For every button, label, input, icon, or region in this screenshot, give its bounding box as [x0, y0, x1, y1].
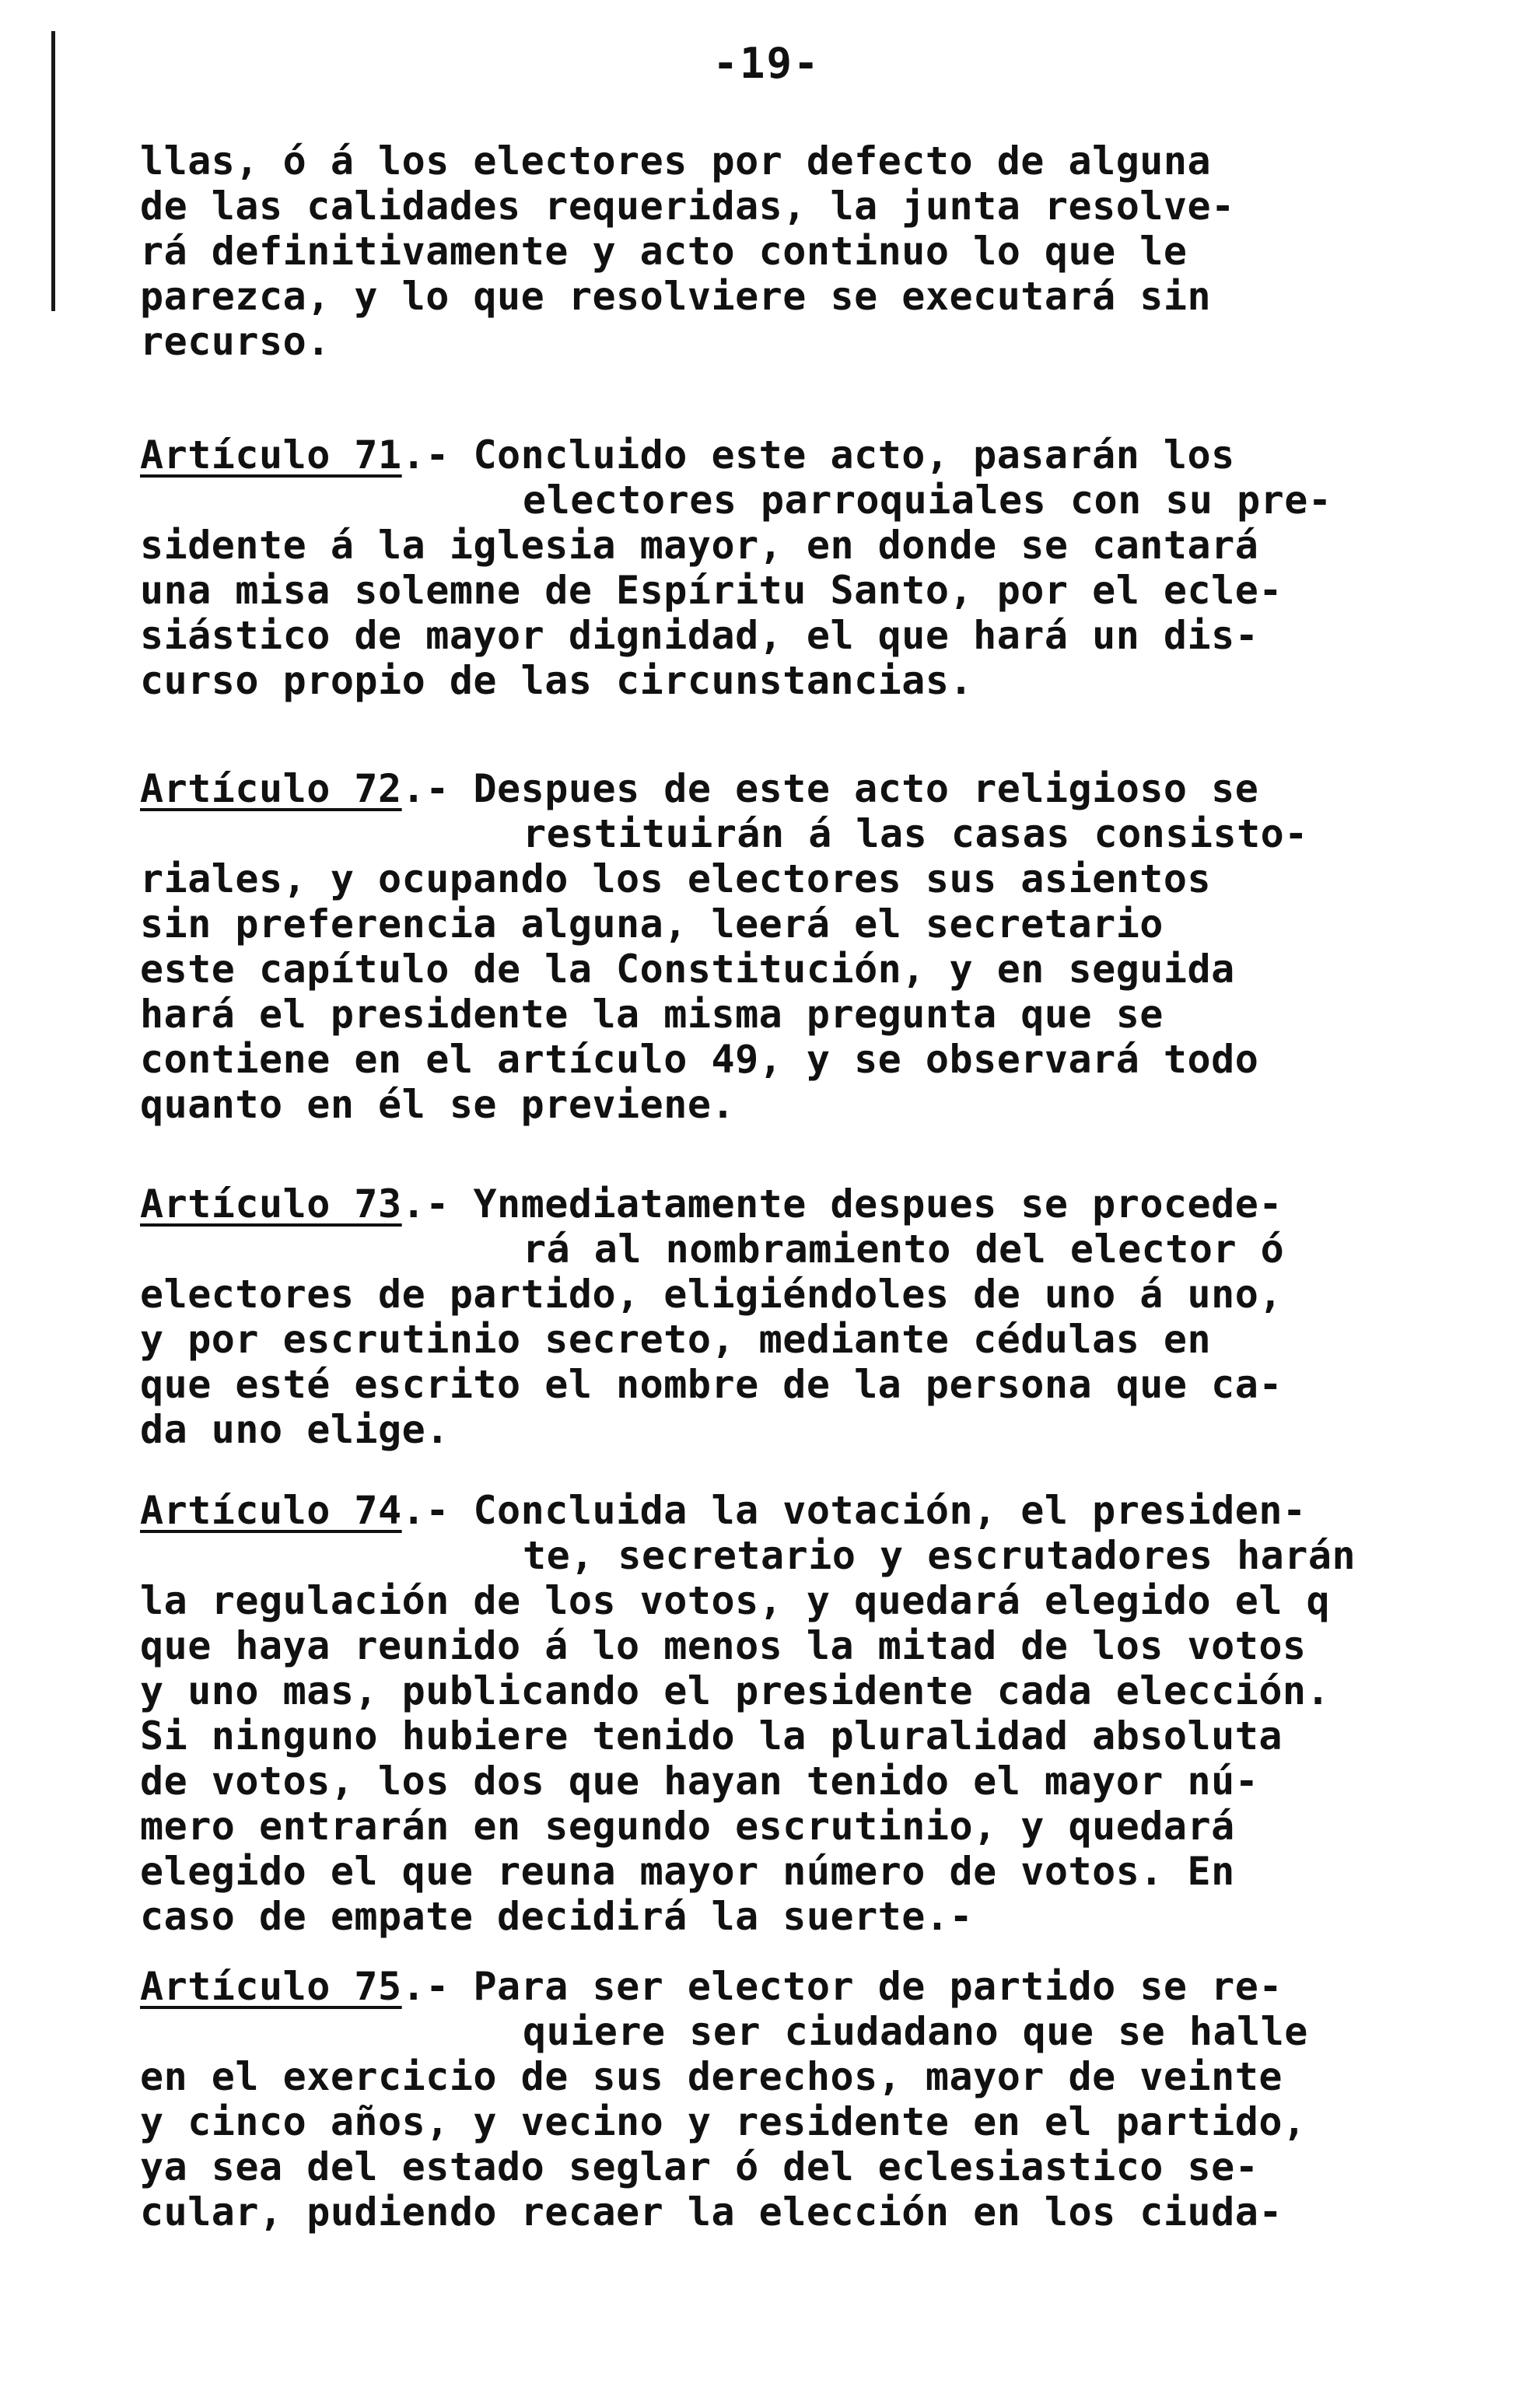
text-line: llas, ó á los electores por defecto de alguna — [140, 138, 1212, 184]
text-line: este capítulo de la Constitución, y en seguida — [140, 947, 1235, 992]
text-line: de votos, los dos que hayan tenido el mayor nú- — [140, 1759, 1259, 1804]
article-heading-separator: .- — [401, 1488, 474, 1533]
text-line: recurso. — [140, 319, 331, 364]
text-line: rá al nombramiento del elector ó — [523, 1227, 1285, 1272]
text-line: quanto en él se previene. — [140, 1082, 736, 1127]
article-heading: Artículo 75 — [140, 1964, 402, 2009]
text-line: que esté escrito el nombre de la persona que ca- — [140, 1362, 1283, 1407]
text-line: electores de partido, eligiéndoles de uno á uno, — [140, 1272, 1283, 1317]
text-line: curso propio de las circunstancias. — [140, 658, 974, 703]
page-number: -19- — [712, 39, 821, 88]
text-line: y por escrutinio secreto, mediante cédulas en — [140, 1317, 1212, 1362]
text-line: ya sea del estado seglar ó del eclesiastico se- — [140, 2144, 1259, 2189]
article-heading: Artículo 71 — [140, 432, 402, 478]
text-line: sin preferencia alguna, leerá el secretario — [140, 901, 1164, 947]
article-first-line — [140, 1964, 1283, 2009]
article-first-line — [140, 766, 1258, 811]
text-line: la regulación de los votos, y quedará elegido el q — [140, 1578, 1331, 1623]
text-line: y uno mas, publicando el presidente cada elección. — [140, 1668, 1331, 1713]
article-heading-separator: .- — [401, 1181, 474, 1227]
text-line: parezca, y lo que resolviere se executará sin — [140, 274, 1212, 319]
article-heading-separator: .- — [401, 766, 474, 811]
text-line: elegido el que reuna mayor número de votos. En — [140, 1849, 1235, 1894]
article-heading: Artículo 74 — [140, 1488, 402, 1533]
text-line: restituirán á las casas consisto- — [523, 811, 1308, 856]
text-line: en el exercicio de sus derechos, mayor de veinte — [140, 2054, 1283, 2099]
text-line: rá definitivamente y acto continuo lo que le — [140, 229, 1188, 274]
article-first-line-text: Para ser elector de partido se re- — [473, 1964, 1283, 2009]
article-first-line — [140, 432, 1235, 478]
article-heading: Artículo 72 — [140, 766, 402, 811]
article-first-line-text: Concluido este acto, pasarán los — [473, 432, 1235, 478]
text-line: sidente á la iglesia mayor, en donde se cantará — [140, 523, 1259, 568]
text-line: contiene en el artículo 49, y se observará todo — [140, 1037, 1259, 1082]
article-heading: Artículo 73 — [140, 1181, 402, 1227]
text-line: una misa solemne de Espíritu Santo, por el ecle- — [140, 568, 1283, 613]
article-first-line — [140, 1181, 1283, 1227]
text-line: siástico de mayor dignidad, el que hará un dis- — [140, 613, 1259, 658]
text-line: cular, pudiendo recaer la elección en los ciuda- — [140, 2189, 1283, 2235]
text-line: da uno elige. — [140, 1407, 450, 1452]
article-first-line-text: Despues de este acto religioso se — [473, 766, 1259, 811]
article-first-line — [140, 1488, 1307, 1533]
article-heading-separator: .- — [401, 1964, 474, 2009]
text-line: hará el presidente la misma pregunta que se — [140, 992, 1164, 1037]
text-line: que haya reunido á lo menos la mitad de los votos — [140, 1623, 1307, 1668]
text-line: de las calidades requeridas, la junta resolve- — [140, 184, 1235, 229]
text-line: y cinco años, y vecino y residente en el partido, — [140, 2099, 1307, 2144]
text-line: mero entrarán en segundo escrutinio, y quedará — [140, 1804, 1235, 1849]
article-first-line-text: Ynmediatamente despues se procede- — [473, 1181, 1283, 1227]
text-line: electores parroquiales con su pre- — [523, 478, 1332, 523]
text-line: Si ninguno hubiere tenido la pluralidad absoluta — [140, 1713, 1283, 1759]
text-line: quiere ser ciudadano que se halle — [523, 2009, 1308, 2054]
text-line: caso de empate decidirá la suerte.- — [140, 1894, 974, 1939]
article-heading-separator: .- — [401, 432, 474, 478]
text-line: te, secretario y escrutadores harán — [523, 1533, 1356, 1578]
article-first-line-text: Concluida la votación, el presiden- — [473, 1488, 1307, 1533]
text-line: riales, y ocupando los electores sus asientos — [140, 856, 1212, 901]
